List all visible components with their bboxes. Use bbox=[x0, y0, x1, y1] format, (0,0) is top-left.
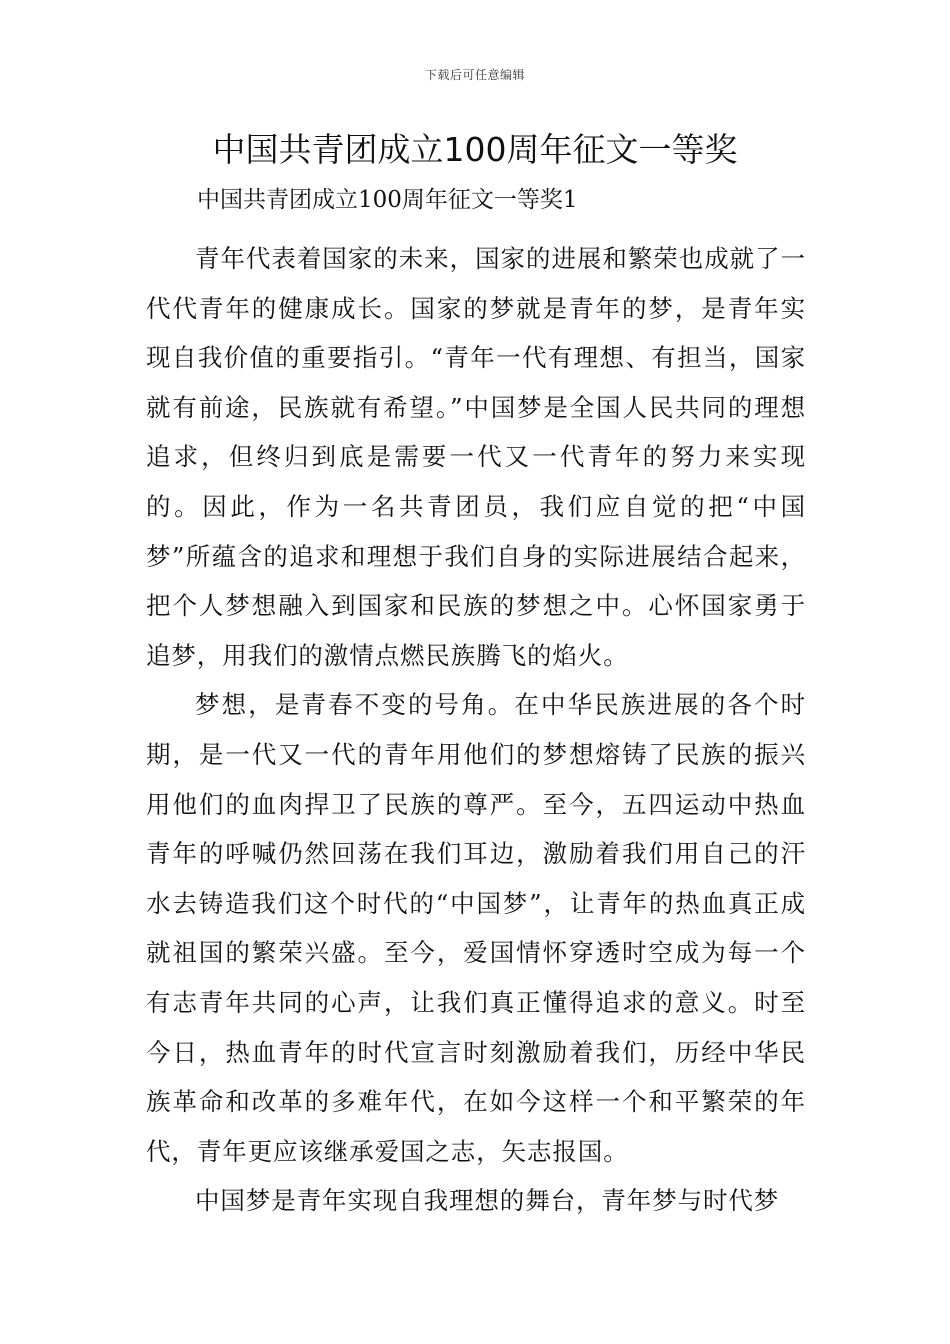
document-subtitle: 中国共青团成立100周年征文一等奖1 bbox=[197, 187, 578, 213]
header-note: 下载后可任意编辑 bbox=[424, 68, 525, 82]
paragraph-3: 中国梦是青年实现自我理想的舞台，青年梦与时代梦 bbox=[195, 1186, 780, 1216]
document-title: 中国共青团成立100周年征文一等奖 bbox=[212, 130, 738, 169]
paragraph-1: 青年代表着国家的未来，国家的进展和繁荣也成就了一代代青年的健康成长。国家的梦就是青年的梦，是青年实现自我价值的重要指引。“青年一代有理想、有担当，国家就有前途，民族就有希望。”中国梦是全国人民共同的理想追求，但终归到底是需要一代又一代青年的努力来实现的。因此，作为一名共青团员，我们应自觉的把“中国梦”所蕴含的追求和理想于我们自身的实际进展结合起来，把个人梦想融入到国家和民族的梦想之中。心怀国家勇于追梦，用我们的激情点燃民族腾飞的焰火。 bbox=[146, 244, 806, 670]
document-body bbox=[146, 234, 806, 1226]
paragraph-2: 梦想，是青春不变的号角。在中华民族进展的各个时期，是一代又一代的青年用他们的梦想熔铸了民族的振兴用他们的血肉捍卫了民族的尊严。至今，五四运动中热血青年的呼喊仍然回荡在我们耳边，激励着我们用自己的汗水去铸造我们这个时代的“中国梦”，让青年的热血真正成就祖国的繁荣兴盛。至今，爱国情怀穿透时空成为每一个有志青年共同的心声，让我们真正懂得追求的意义。时至今日，热血青年的时代宣言时刻激励着我们，历经中华民族革命和改革的多难年代，在如今这样一个和平繁荣的年代，青年更应该继承爱国之志，矢志报国。 bbox=[146, 690, 806, 1166]
